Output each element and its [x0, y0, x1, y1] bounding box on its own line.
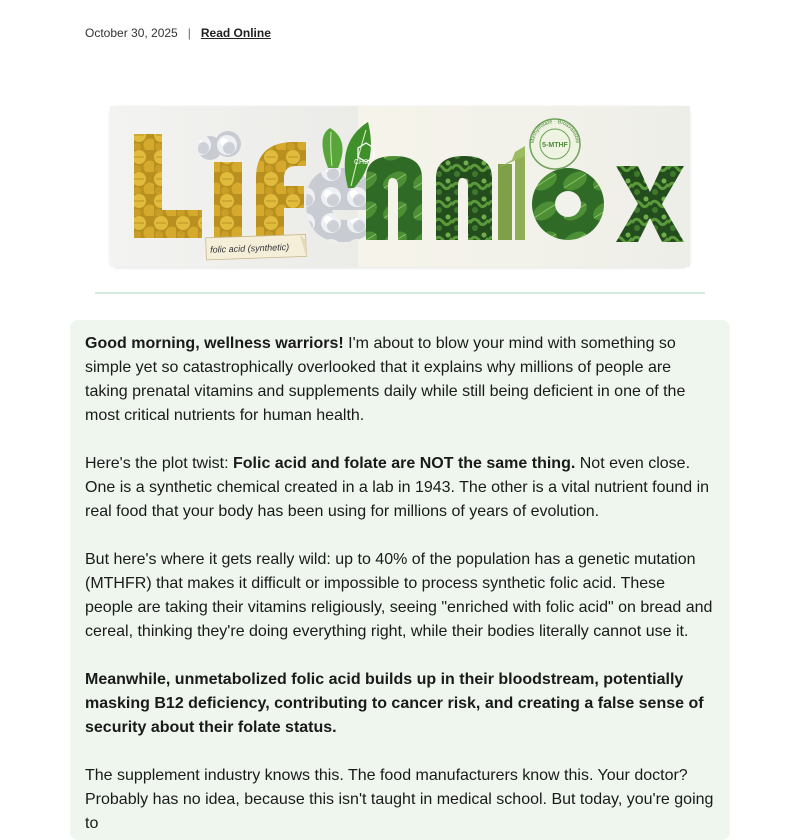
mthfr-paragraph: But here's where it gets really wild: up to 40% of the population has a genetic mutation (MTHFR) that makes it difficult or impossible to process synthetic folic acid. These people are taking their vitamins religiously, seeing "enriched with folic acid" on bread and cereal, thinking they're doing everything right, while their bodies literally cannot use it. — [85, 551, 713, 640]
key-claim-text: Folic acid and folate are NOT the same thing. — [233, 455, 576, 472]
header-bar — [85, 26, 271, 40]
article-card — [70, 320, 730, 840]
svg-text:5-MTHF: 5-MTHF — [542, 142, 568, 149]
svg-text:Methylfolate · Bioavailable: Methylfolate · Bioavailable — [529, 118, 581, 144]
greeting-text: Good morning, wellness warriors! — [85, 335, 344, 352]
folic-acid-tag — [206, 234, 307, 259]
plot-twist-paragraph: Here's the plot twist: Folic acid and folate are NOT the same thing. Not even close. One is a synthetic chemical created in a lab in 1943. The other is a vital nutrient found in real food that your body has been using for millions of years of evolution. — [85, 455, 710, 520]
hero-illustration — [110, 106, 690, 267]
warning-paragraph: Meanwhile, unmetabolized folic acid builds up in their bloodstream, potentially masking B12 deficiency, contributing to cancer risk, and creating a false sense of security about their folate status. — [85, 671, 704, 736]
methylfolate-seal-icon — [530, 119, 580, 169]
svg-text:CH3: CH3 — [354, 159, 369, 166]
hero-banner — [110, 106, 690, 267]
svg-text:folic acid (synthetic): folic acid (synthetic) — [209, 241, 290, 255]
industry-paragraph: The supplement industry knows this. The food manufacturers know this. Your doctor? Probably has no idea, because this isn't taught in medical school. But today, you're going to — [85, 767, 714, 832]
read-online-link[interactable]: Read Online — [200, 26, 271, 40]
header-separator: | — [187, 26, 191, 40]
intro-paragraph: Good morning, wellness warriors! I'm about to blow your mind with something so simple yet so catastrophically overlooked that it explains why millions of people are taking prenatal vitamins and supplements daily while still being deficient in one of the most critical nutrients for human health. — [85, 335, 686, 424]
section-divider — [95, 292, 705, 294]
issue-date: October 30, 2025 — [85, 26, 178, 40]
